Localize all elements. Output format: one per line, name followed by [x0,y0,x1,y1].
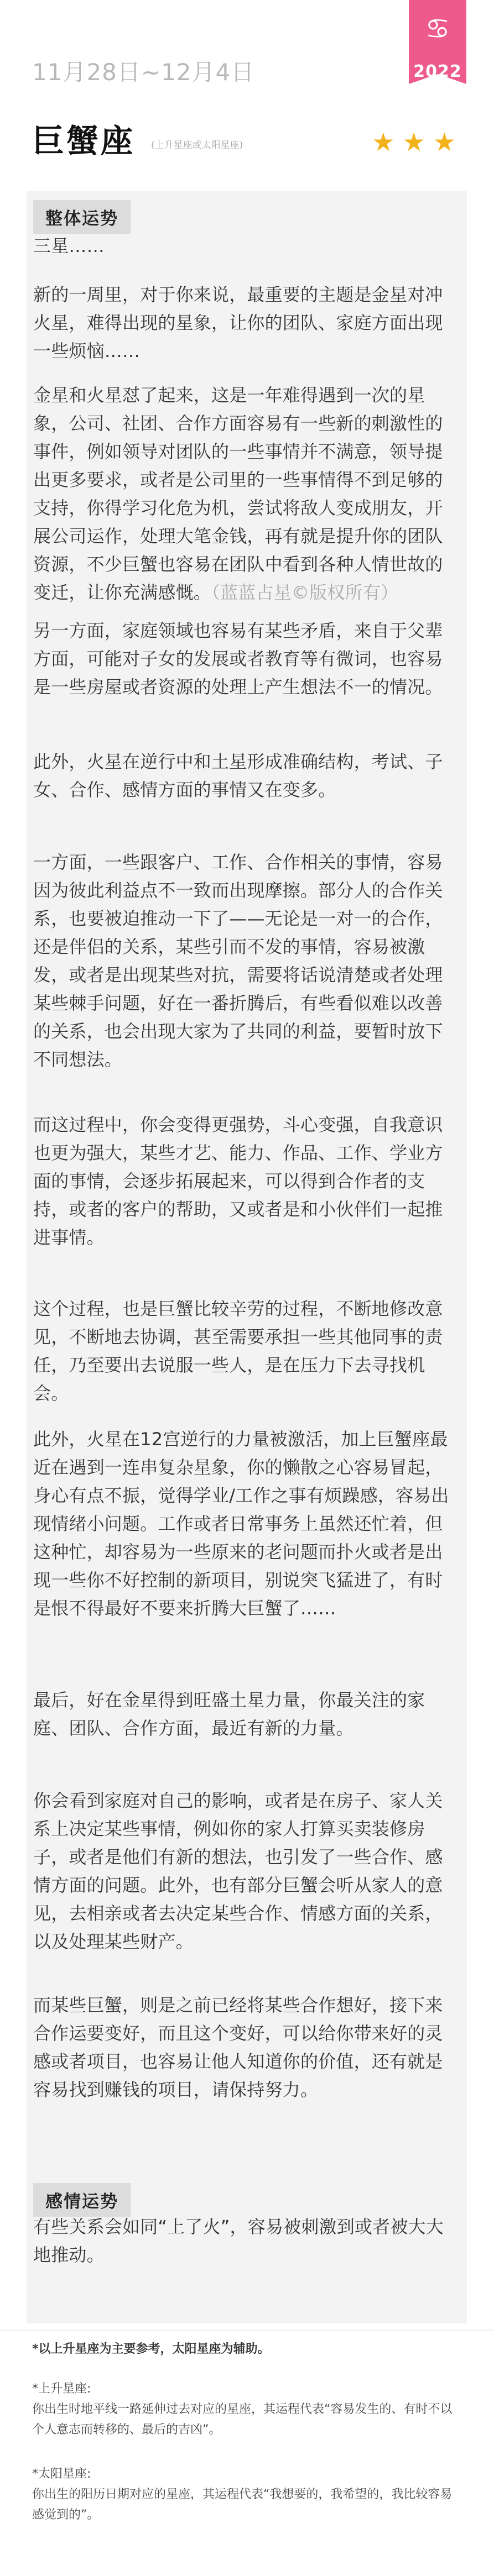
overall-paragraph: 此外，火星在逆行中和土星形成准确结构，考试、子女、合作、感情方面的事情又在变多。 [33,751,443,800]
section-label-love: 感情运势 [33,2183,131,2217]
overall-paragraph: 另一方面，家庭领域也容易有某些矛盾，来自于父辈方面，可能对子女的发展或者教育等有微词，也容易是一些房屋或者资源的处理上产生想法不一的情况。 [33,620,443,697]
footnote-sun-text: 你出生的阳历日期对应的星座，其运程代表“我想要的，我希望的，我比较容易感觉到的”。 [32,2488,453,2522]
section-label-overall: 整体运势 [33,200,131,234]
overall-paragraph: 而某些巨蟹，则是之前已经将某些合作想好，接下来合作运要变好，而且这个变好，可以给你带来好的灵感或者项目，也容易让他人知道你的价值，还有就是容易找到赚钱的项目，请保持努力。 [33,1995,443,2100]
love-paragraph: 有些关系会如同“上了火”，容易被刺激到或者被大大地推动。 [33,2216,444,2265]
footnote-ascendant-text: 你出生时地平线一路延伸过去对应的星座，其运程代表“容易发生的、有时不以个人意志而转移的、最后的吉凶”。 [32,2402,453,2437]
overall-paragraph: 此外，火星在12宫逆行的力量被激活，加上巨蟹座最近在遇到一连串复杂星象，你的懒散之心容易冒起，身心有点不振，觉得学业/工作之事有烦躁感，容易出现情绪小问题。工作或者日常事务上虽然还忙着，但这种忙，却容易为一些原来的老问题而扑火或者是出现一些你不好控制的新项目，别说突飞猛进了，有时是恨不得最好不要来折腾大巨蟹了…… [33,1429,449,1619]
footnote-ascendant-title: *上升星座: [32,2382,91,2396]
page-title: 巨蟹座 [32,122,136,160]
page-subtitle: (上升星座或太阳星座) [151,140,243,151]
footnote-main: *以上升星座为主要参考，太阳星座为辅助。 [32,2342,270,2356]
overall-paragraph: 三星…… [33,235,105,256]
overall-paragraph: 一方面，一些跟客户、工作、合作相关的事情，容易因为彼此利益点不一致而出现摩擦。部分人的合作关系，也要被迫推动一下了——无论是一对一的合作，还是伴侣的关系，某些引而不发的事情，容易被激发，或者是出现某些对抗，需要将话说清楚或者处理某些棘手问题，好在一番折腾后，有些看似难以改善的关系，也会出现大家为了共同的利益，要暂时放下不同想法。 [33,852,443,1070]
star-rating: ★★★ [372,127,464,157]
paragraph-text: 金星和火星怼了起来，这是一年难得遇到一次的星象，公司、社团、合作方面容易有一些新的刺激性的事件，例如领导对团队的一些事情并不满意，领导提出更多要求，或者是公司里的一些事情得不到足够的支持，你得学习化危为机，尝试将敌人变成朋友，开展公司运作，处理大笔金钱，再有就是提升你的团队资源，不少巨蟹也容易在团队中看到各种人情世故的变迁，让你充满感慨。 [33,385,443,603]
overall-paragraph: 新的一周里，对于你来说，最重要的主题是金星对冲火星，难得出现的星象，让你的团队、家庭方面出现一些烦恼…… [33,284,443,361]
overall-paragraph [33,381,460,607]
overall-paragraph: 这个过程，也是巨蟹比较辛劳的过程，不断地修改意见，不断地去协调，甚至需要承担一些其他同事的责任，乃至要出去说服一些人，是在压力下去寻找机会。 [33,1298,443,1404]
date-range: 11月28日~12月4日 [32,59,255,86]
copyright-note: （蓝蓝占星©版权所有） [211,582,399,603]
horoscope-card [27,191,467,2323]
badge-year: 2022 [413,62,462,81]
cancer-zodiac-icon: ♋ [425,13,450,45]
divider [0,2330,494,2331]
overall-paragraph: 最后，好在金星得到旺盛土星力量，你最关注的家庭、团队、合作方面，最近有新的力量。 [33,1690,425,1739]
year-badge [409,0,466,94]
footnote-sun-title: *太阳星座: [32,2467,91,2481]
footnote [32,2339,461,2359]
title-row [32,108,464,158]
overall-paragraph: 而这过程中，你会变得更强势，斗心变强，自我意识也更为强大，某些才艺、能力、作品、工作、学业方面的事情，会逐步拓展起来，可以得到合作者的支持，或者的客户的帮助，又或者是和小伙伴们一起推进事情。 [33,1114,443,1248]
header [0,0,494,98]
overall-paragraph: 你会看到家庭对自己的影响，或者是在房子、家人关系上决定某些事情，例如你的家人打算买卖装修房子，或者是他们有新的想法，也引发了一些合作、感情方面的问题。此外，也有部分巨蟹会听从家人的意见，去相亲或者去决定某些合作、情感方面的关系，以及处理某些财产。 [33,1790,443,1952]
